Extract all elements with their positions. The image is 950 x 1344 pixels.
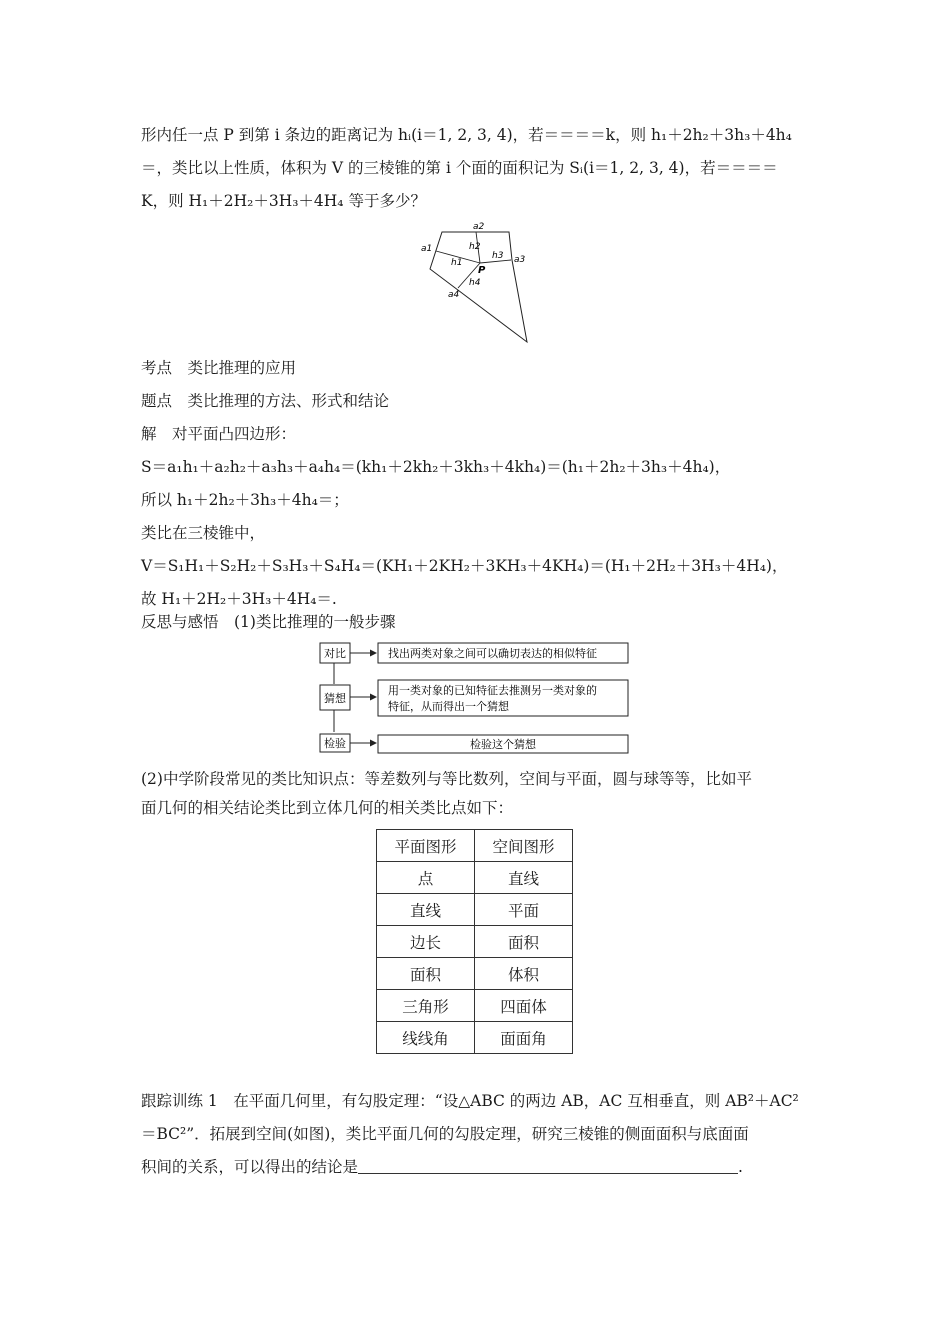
label-a3: a3 <box>514 255 526 265</box>
table-cell: 边长 <box>377 926 475 958</box>
table-cell: 三角形 <box>377 990 475 1022</box>
step-guess-text-b: 特征，从而得出一个猜想 <box>388 700 509 713</box>
analogy-table <box>376 829 573 1054</box>
problem-line-3: K，则 H₁＋2H₂＋3H₃＋4H₄ 等于多少？ <box>141 192 426 210</box>
exercise-line-3 <box>141 1157 743 1177</box>
table-cell: 直线 <box>377 894 475 926</box>
step-guess-text-a: 用一类对象的已知特征去推测另一类对象的 <box>388 684 597 697</box>
table-cell: 点 <box>377 862 475 894</box>
equation-line-1: S＝a₁h₁＋a₂h₂＋a₃h₃＋a₄h₄＝(kh₁＋2kh₂＋3kh₃＋4kh₄)＝(h₁＋2h₂＋3h₃＋4h₄)， <box>141 458 731 476</box>
equation-line-3: 类比在三棱锥中， <box>141 524 266 542</box>
table-header-cell: 平面图形 <box>377 830 475 862</box>
step-compare-label: 对比 <box>324 647 346 660</box>
table-header-cell: 空间图形 <box>475 830 573 862</box>
label-a4: a4 <box>448 290 460 300</box>
label-a1: a1 <box>421 244 433 254</box>
label-h1: h1 <box>451 258 463 268</box>
problem-line-1: 形内任一点 P 到第 i 条边的距离记为 hᵢ(i＝1, 2, 3, 4)，若＝＝＝＝k，则 h₁＋2h₂＋3h₃＋4h₄ <box>141 126 792 144</box>
knowledge-paragraph-line-1: (2)中学阶段常见的类比知识点：等差数列与等比数列，空间与平面，圆与球等等，比如平 <box>141 770 752 788</box>
analogy-steps-flowchart <box>316 640 632 758</box>
reflection-title: 反思与感悟 (1)类比推理的一般步骤 <box>141 613 396 631</box>
step-guess-label: 猜想 <box>324 692 346 705</box>
quadrilateral-figure <box>418 220 538 346</box>
table-cell: 体积 <box>475 958 573 990</box>
problem-line-2: ＝，类比以上性质，体积为 V 的三棱锥的第 i 个面的面积记为 Sᵢ(i＝1, 2, 3, 4)，若＝＝＝＝ <box>141 159 778 177</box>
table-row <box>377 862 573 894</box>
solution-intro: 解 对平面凸四边形： <box>141 425 297 443</box>
table-cell: 面积 <box>475 926 573 958</box>
exercise-line-2: ＝BC²”．拓展到空间(如图)，类比平面几何的勾股定理，研究三棱锥的侧面面积与底面面 <box>141 1125 749 1143</box>
exercise-line-3-text: 积间的关系，可以得出的结论是 <box>141 1158 359 1176</box>
table-cell: 线线角 <box>377 1022 475 1054</box>
table-row <box>377 926 573 958</box>
label-p: P <box>478 265 486 276</box>
label-h4: h4 <box>469 278 481 288</box>
table-cell: 面积 <box>377 958 475 990</box>
tidian-line: 题点 类比推理的方法、形式和结论 <box>141 392 390 410</box>
exercise-line-3-end: . <box>738 1158 743 1176</box>
table-row <box>377 1022 573 1054</box>
table-row <box>377 990 573 1022</box>
table-cell: 平面 <box>475 894 573 926</box>
label-h2: h2 <box>469 242 481 252</box>
table-cell: 面面角 <box>475 1022 573 1054</box>
equation-line-4: V＝S₁H₁＋S₂H₂＋S₃H₃＋S₄H₄＝(KH₁＋2KH₂＋3KH₃＋4KH₄)＝(H₁＋2H₂＋3H₃＋4H₄)， <box>141 557 788 575</box>
table-cell: 直线 <box>475 862 573 894</box>
knowledge-paragraph-line-2: 面几何的相关结论类比到立体几何的相关类比点如下： <box>141 799 514 817</box>
equation-line-5: 故 H₁＋2H₂＋3H₃＋4H₄＝. <box>141 590 337 608</box>
table-row <box>377 958 573 990</box>
label-h3: h3 <box>492 251 504 261</box>
label-a2: a2 <box>473 222 485 232</box>
table-row <box>377 894 573 926</box>
kaodian-line: 考点 类比推理的应用 <box>141 359 297 377</box>
table-cell: 四面体 <box>475 990 573 1022</box>
step-compare-text: 找出两类对象之间可以确切表达的相似特征 <box>388 647 597 660</box>
step-verify-label: 检验 <box>324 737 346 750</box>
answer-blank[interactable] <box>358 1157 738 1174</box>
equation-line-2: 所以 h₁＋2h₂＋3h₃＋4h₄＝； <box>141 491 349 509</box>
step-verify-text: 检验这个猜想 <box>470 738 536 751</box>
exercise-line-1: 跟踪训练 1 在平面几何里，有勾股定理：“设△ABC 的两边 AB，AC 互相垂直，则 AB²＋AC² <box>141 1092 799 1110</box>
table-row <box>377 830 573 862</box>
